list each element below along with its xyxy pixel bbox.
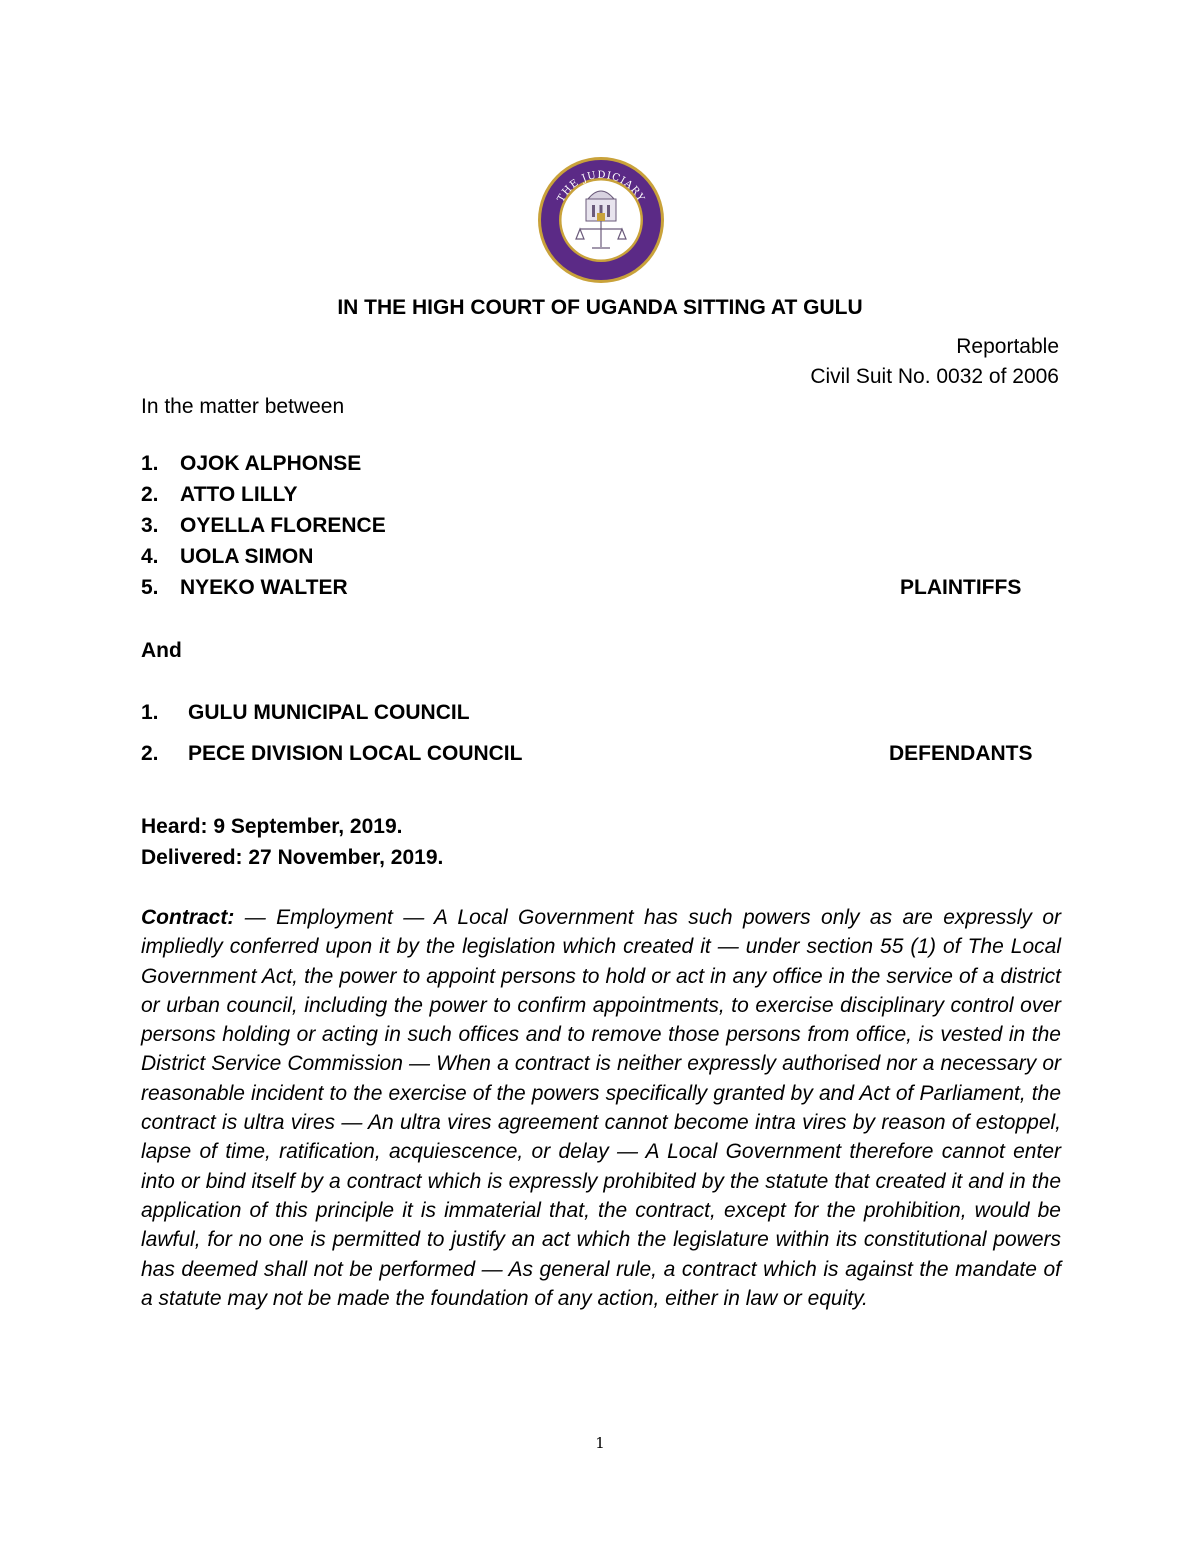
heard-date: Heard: 9 September, 2019.	[141, 815, 403, 838]
court-title: IN THE HIGH COURT OF UGANDA SITTING AT GULU	[337, 296, 863, 319]
seal-graphic	[534, 155, 668, 285]
catchwords-body: — Employment — A Local Government has such powers only as are expressly or impliedly conferred upon it by the legislation which created it — under section 55 (1) of The Local Government Act, the power to appoint persons to hold or act in any office in the service of a district or urban council, including the power to confirm appointments, to exercise disciplinary control over persons holding or acting in such offices and to remove those persons from office, is vested in the District Service Commission — When a contract is neither expressly authorised nor a necessary or reasonable incident to the exercise of the powers specifically granted by and Act of Parliament, the contract is ultra vires — An ultra vires agreement cannot become intra vires by reason of estoppel, lapse of time, ratification, acquiescence, or delay — A Local Government therefore cannot enter into or bind itself by a contract which is expressly prohibited by the statute that created it and in the application of this principle it is immaterial that, the contract, except for the prohibition, would be lawful, for no one is permitted to justify an act which the legislature within its constitutional powers has deemed shall not be performed — As general rule, a contract which is against the mandate of a statute may not be made the foundation of any action, either in law or equity.	[141, 906, 1061, 1310]
defendant-name: GULU MUNICIPAL COUNCIL	[188, 701, 470, 724]
delivered-date: Delivered: 27 November, 2019.	[141, 846, 444, 869]
catchwords-paragraph	[141, 903, 1061, 1313]
plaintiff-name: UOLA SIMON	[180, 545, 314, 568]
plaintiff-number: 3.	[141, 514, 159, 537]
defendant-name: PECE DIVISION LOCAL COUNCIL	[188, 742, 523, 765]
matter-between: In the matter between	[141, 395, 345, 418]
plaintiff-name: OYELLA FLORENCE	[180, 514, 386, 537]
reportable-label: Reportable	[956, 335, 1059, 358]
and-connector: And	[141, 639, 182, 662]
catchwords-lead: Contract:	[141, 906, 235, 929]
plaintiff-name: OJOK ALPHONSE	[180, 452, 362, 475]
plaintiff-number: 4.	[141, 545, 159, 568]
plaintiff-number: 2.	[141, 483, 159, 506]
seal-top-text: THE JUDICIARY	[555, 169, 647, 205]
plaintiff-name: NYEKO WALTER	[180, 576, 348, 599]
plaintiffs-label: PLAINTIFFS	[900, 576, 1022, 599]
plaintiff-number: 5.	[141, 576, 159, 599]
plaintiff-number: 1.	[141, 452, 159, 475]
defendant-number: 2.	[141, 742, 159, 765]
defendants-label: DEFENDANTS	[889, 742, 1033, 765]
plaintiff-name: ATTO LILLY	[180, 483, 298, 506]
defendant-number: 1.	[141, 701, 159, 724]
case-number: Civil Suit No. 0032 of 2006	[810, 365, 1059, 388]
seal-bottom-text: UGANDA	[579, 244, 623, 259]
judiciary-seal-icon	[534, 155, 668, 285]
page-number: 1	[595, 1434, 605, 1452]
